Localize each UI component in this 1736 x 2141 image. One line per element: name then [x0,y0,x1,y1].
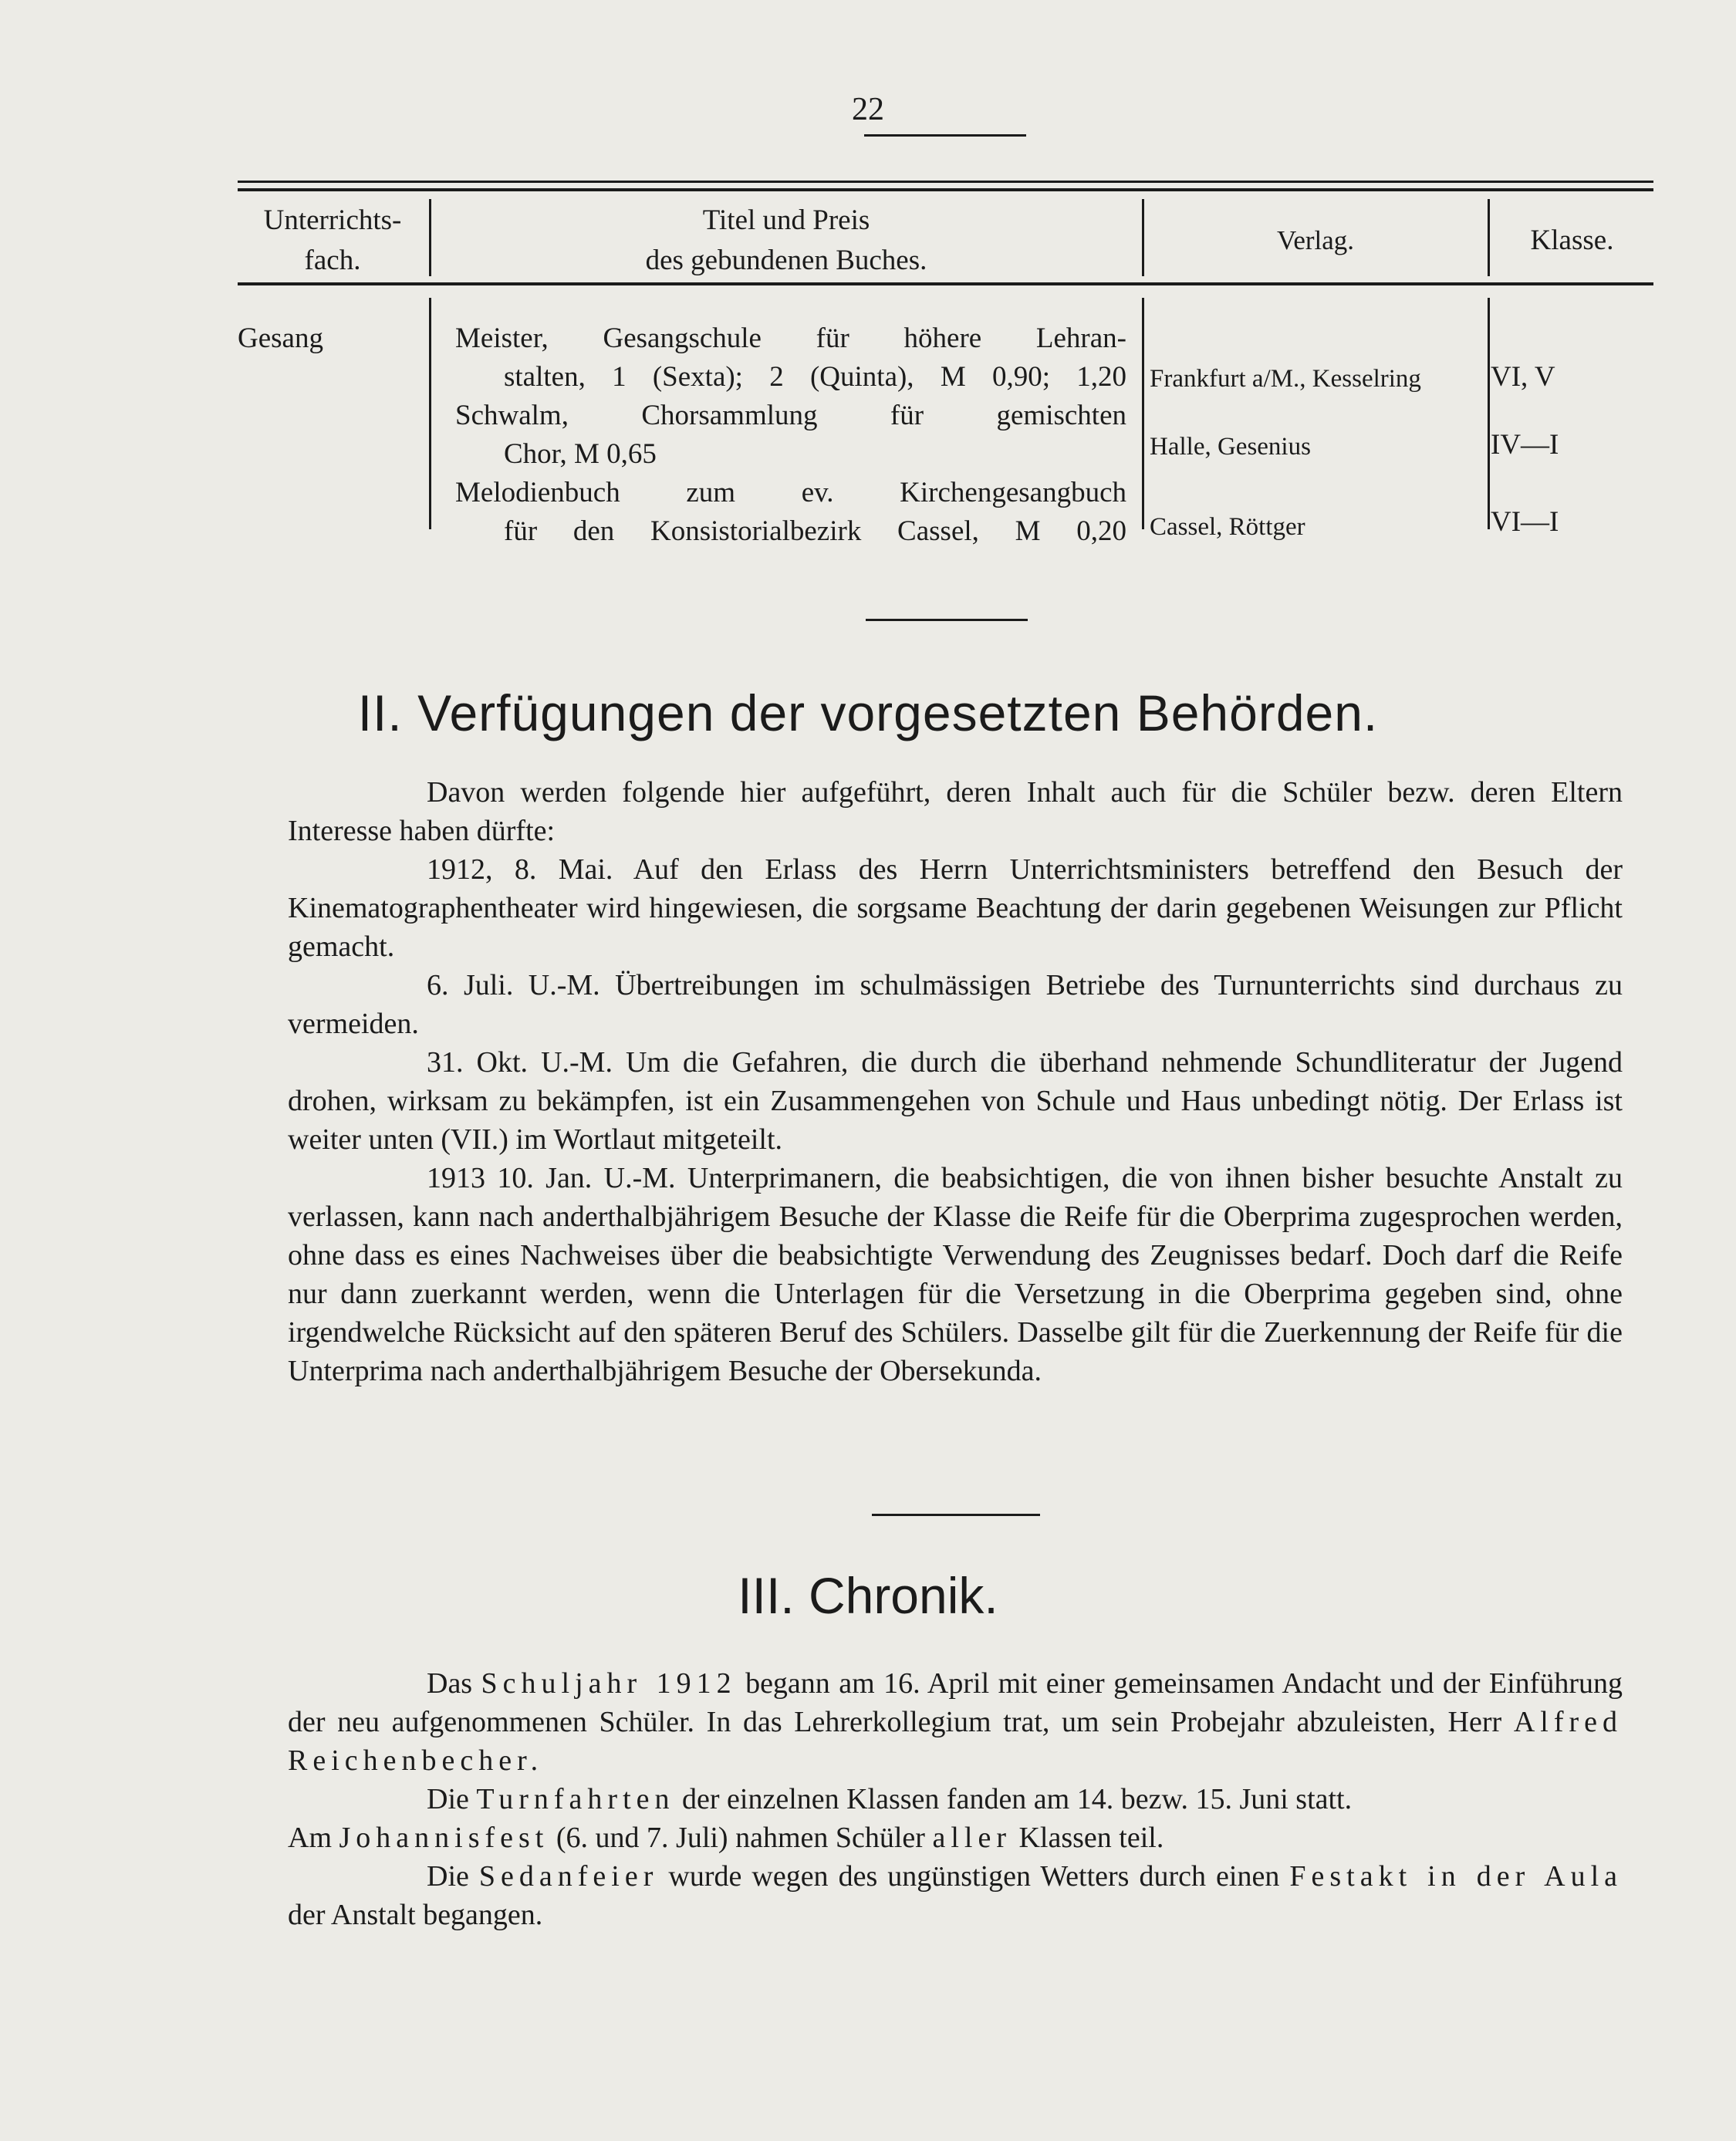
header-divider [1488,199,1490,276]
spaced-text: Festakt in der Aula [1289,1860,1623,1893]
body-divider [1488,298,1490,529]
table-top-rule [238,181,1653,183]
cell-title: Melodienbuch zum ev. Kirchengesangbuch [455,477,1126,508]
text-run: der einzelnen Klassen fanden am 14. bezw. 15. Juni statt. [682,1783,1353,1815]
header-divider [1142,199,1144,276]
page-number-rule [864,134,1026,137]
spaced-text: Alfred Reichenbecher. [288,1706,1623,1777]
text-run: Am [288,1822,332,1854]
header-titel [432,201,1140,281]
cell-title: Schwalm, Chorsammlung für gemischten [455,400,1126,431]
body-divider [1142,298,1144,529]
cell-verlag: Cassel, Röttger [1150,513,1305,541]
section-heading-chronik: III. Chronik. [738,1567,998,1624]
text-run: (6. und 7. Juli) nahmen Schüler [556,1822,925,1854]
paragraph: Davon werden folgende hier aufgeführt, deren Inhalt auch für die Schüler bezw. deren Eltern Interesse haben dürfte: [288,776,1623,847]
header-fach [238,201,427,281]
header-divider [429,199,431,276]
header-fach-line: Unterrichts- [263,204,402,236]
paragraph: 31. Okt. U.-M. Um die Gefahren, die durch die überhand nehmende Schundliteratur der Jugend drohen, wirksam zu bekämpfen, ist ein Zusammengehen von Schule und Haus unbedingt nötig. Der Erlass ist weiter unten (VII.) im Wortlaut mitgeteilt. [288,1046,1623,1156]
cell-klasse: IV—I [1491,429,1559,461]
section-separator [872,1514,1040,1516]
text-run: begann am 16. April mit einer gemeinsamen Andacht und der Einführung der neu aufgenommenen Schüler. In das Lehrerkollegium trat, um sein Probejahr abzuleisten, Herr [288,1667,1623,1738]
text-run: Die [427,1783,469,1815]
cell-title: Chor, M 0,65 [504,438,657,470]
cell-verlag: Frankfurt a/M., Kesselring [1150,365,1421,393]
text-run: Die [427,1860,469,1893]
text-run: der Anstalt begangen. [288,1899,543,1931]
chronik-paragraph [288,1818,1623,1857]
section-separator [866,619,1028,621]
body-divider [429,298,431,529]
header-fach-line: fach. [304,245,361,276]
chronik-paragraph [288,1780,1623,1818]
header-klasse: Klasse. [1530,225,1614,256]
chronik-paragraph [288,1664,1623,1780]
chronik-paragraph [288,1857,1623,1934]
cell-title: Meister, Gesangschule für höhere Lehran- [455,323,1126,354]
cell-klasse: VI—I [1491,506,1559,538]
cell-title: stalten, 1 (Sexta); 2 (Quinta), M 0,90; 1,20 [504,361,1126,393]
spaced-text: Sedanfeier [478,1860,659,1893]
paragraph: 1912, 8. Mai. Auf den Erlass des Herrn Unterrichtsministers betreffend den Besuch der Kinematographentheater wird hingewiesen, die sorgsame Beachtung der darin gegebenen Weisungen zur Pflicht gemacht. [288,853,1623,963]
text-run: Das [427,1667,473,1700]
table-header-rule [238,282,1653,285]
table-top-rule-double [238,188,1653,191]
spaced-text: Turnfahrten [476,1783,675,1815]
text-run: wurde wegen des ungünstigen Wetters durch einen [668,1860,1280,1893]
text-run: Klassen teil. [1018,1822,1164,1854]
cell-fach: Gesang [238,323,323,354]
schoolbook-table [238,181,1653,547]
section-heading-verfuegungen: II. Verfügungen der vorgesetzten Behörden. [357,684,1379,741]
header-titel-line: Titel und Preis [702,204,870,236]
page-number: 22 [852,92,884,127]
spaced-text: Johannisfest [339,1822,549,1854]
spaced-text: Schuljahr 1912 [481,1667,737,1700]
cell-verlag: Halle, Gesenius [1150,433,1311,461]
cell-klasse: VI, V [1491,361,1555,393]
paragraph: 6. Juli. U.-M. Übertreibungen im schulmässigen Betriebe des Turnunterrichts sind durchaus zu vermeiden. [288,969,1623,1040]
header-verlag: Verlag. [1276,225,1355,255]
header-titel-line: des gebundenen Buches. [645,245,927,276]
spaced-text: aller [932,1822,1012,1854]
cell-title: für den Konsistorialbezirk Cassel, M 0,20 [504,515,1126,547]
paragraph: 1913 10. Jan. U.-M. Unterprimanern, die beabsichtigen, die von ihnen bisher besuchte Anstalt zu verlassen, kann nach anderthalbjährigem Besuche der Klasse die Reife für die Oberprima zugesprochen werden, ohne dass es eines Nachweises über die beabsichtigte Verwendung des Zeugnisses bedarf. Doch darf die Reife nur dann zuerkannt werden, wenn die Unterlagen für die Versetzung in die Oberprima gegeben sind, ohne irgendwelche Rücksicht auf den späteren Beruf des Schülers. Dasselbe gilt für die Zuerkennung der Reife für die Unterprima nach anderthalbjährigem Besuche der Obersekunda. [288,1162,1623,1387]
